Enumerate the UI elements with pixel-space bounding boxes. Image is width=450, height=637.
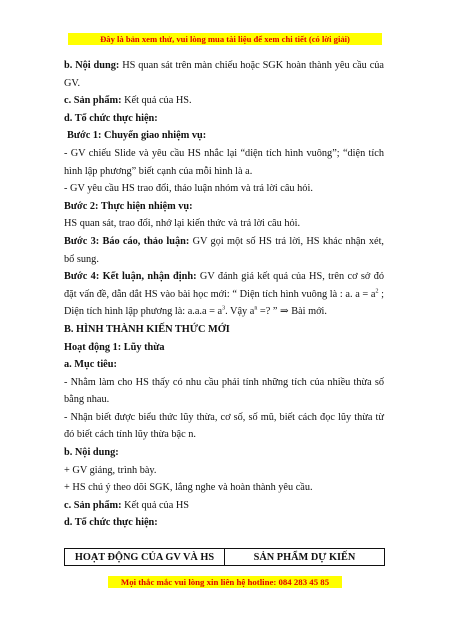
heading-noi-dung-2: b. Nội dung:	[64, 447, 119, 459]
content-line: HS quan sát, trao đổi, nhớ lại kiến thức và trả lời câu hỏi.	[64, 218, 301, 230]
superscript: 3	[222, 305, 226, 312]
content-line: - GV chiếu Slide và yêu cầu HS nhắc lại “diện tích hình vuông”; “diện tích hình lập phương” biết cạnh của mỗi hình là a.	[64, 147, 384, 177]
heading-san-pham: c. Sản phẩm:	[64, 95, 122, 107]
activity-table	[64, 548, 385, 566]
heading-to-chuc-2: d. Tổ chức thực hiện:	[64, 517, 158, 529]
content-line: - Nhận biết được biểu thức lũy thừa, cơ số, số mũ, biết cách đọc lũy thừa từ đó biết cách tính lũy thừa bậc n.	[64, 411, 384, 441]
table-header-row	[65, 549, 385, 566]
preview-banner: Đây là bản xem thử, vui lòng mua tài liệu để xem chi tiết (có lời giải)	[68, 33, 382, 45]
heading-buoc-3: Bước 3: Báo cáo, thảo luận:	[64, 235, 190, 247]
text: GV gọi một số HS trả lời, HS khác nhận xét, bổ sung.	[64, 235, 385, 265]
content-line	[64, 92, 384, 110]
content-line	[64, 268, 384, 321]
heading-buoc-2: Bước 2: Thực hiện nhiệm vụ:	[64, 200, 193, 212]
activity-heading: Hoạt động 1: Lũy thừa	[64, 341, 165, 353]
content-line	[64, 233, 384, 268]
content-line: + GV giảng, trình bày.	[64, 464, 157, 476]
superscript: n	[254, 305, 258, 312]
heading-muc-tieu: a. Mục tiêu:	[64, 359, 117, 371]
section-heading: B. HÌNH THÀNH KIẾN THỨC MỚI	[64, 323, 230, 335]
text: HS quan sát trên màn chiếu hoặc SGK hoàn thành yêu cầu của GV.	[64, 60, 384, 89]
superscript: 2	[375, 288, 379, 295]
content-line: - GV yêu cầu HS trao đổi, thảo luận nhóm và trả lời câu hỏi.	[64, 183, 313, 195]
text: Kết quả của HS	[121, 499, 189, 511]
heading-to-chuc: d. Tổ chức thực hiện:	[64, 112, 158, 124]
content-line: + HS chú ý theo dõi SGK, lắng nghe và hoàn thành yêu cầu.	[64, 482, 313, 494]
content-line: - Nhằm làm cho HS thấy có nhu cầu phải tính những tích của nhiều thừa số bằng nhau.	[64, 376, 384, 406]
table-header-product: SẢN PHẨM DỰ KIẾN	[225, 549, 385, 566]
heading-san-pham-2: c. Sản phẩm:	[64, 499, 122, 511]
text: =? ” ⇒ Bài mới.	[257, 306, 327, 318]
heading-noi-dung: b. Nội dung:	[64, 60, 120, 71]
heading-buoc-1: Bước 1: Chuyển giao nhiệm vụ:	[67, 130, 207, 142]
hotline-footer: Mọi thắc mắc vui lòng xin liên hệ hotline: 084 283 45 85	[108, 576, 342, 588]
table-header-activity: HOẠT ĐỘNG CỦA GV VÀ HS	[65, 549, 225, 566]
heading-buoc-4: Bước 4: Kết luận, nhận định:	[64, 271, 197, 283]
text: Kết quả của HS.	[121, 95, 192, 107]
content-line	[64, 497, 384, 515]
text: GV đánh giá kết quả của HS, trên cơ sở đó đặt vấn đề, dẫn dắt HS vào bài học mới: “ Diện tích hình vuông là : a. a = a	[64, 271, 384, 300]
text: . Vậy a	[225, 306, 255, 318]
text: ; Diện tích hình lập phương là: a.a.a = a	[64, 288, 384, 318]
document-body	[64, 57, 384, 532]
content-line	[64, 57, 384, 92]
